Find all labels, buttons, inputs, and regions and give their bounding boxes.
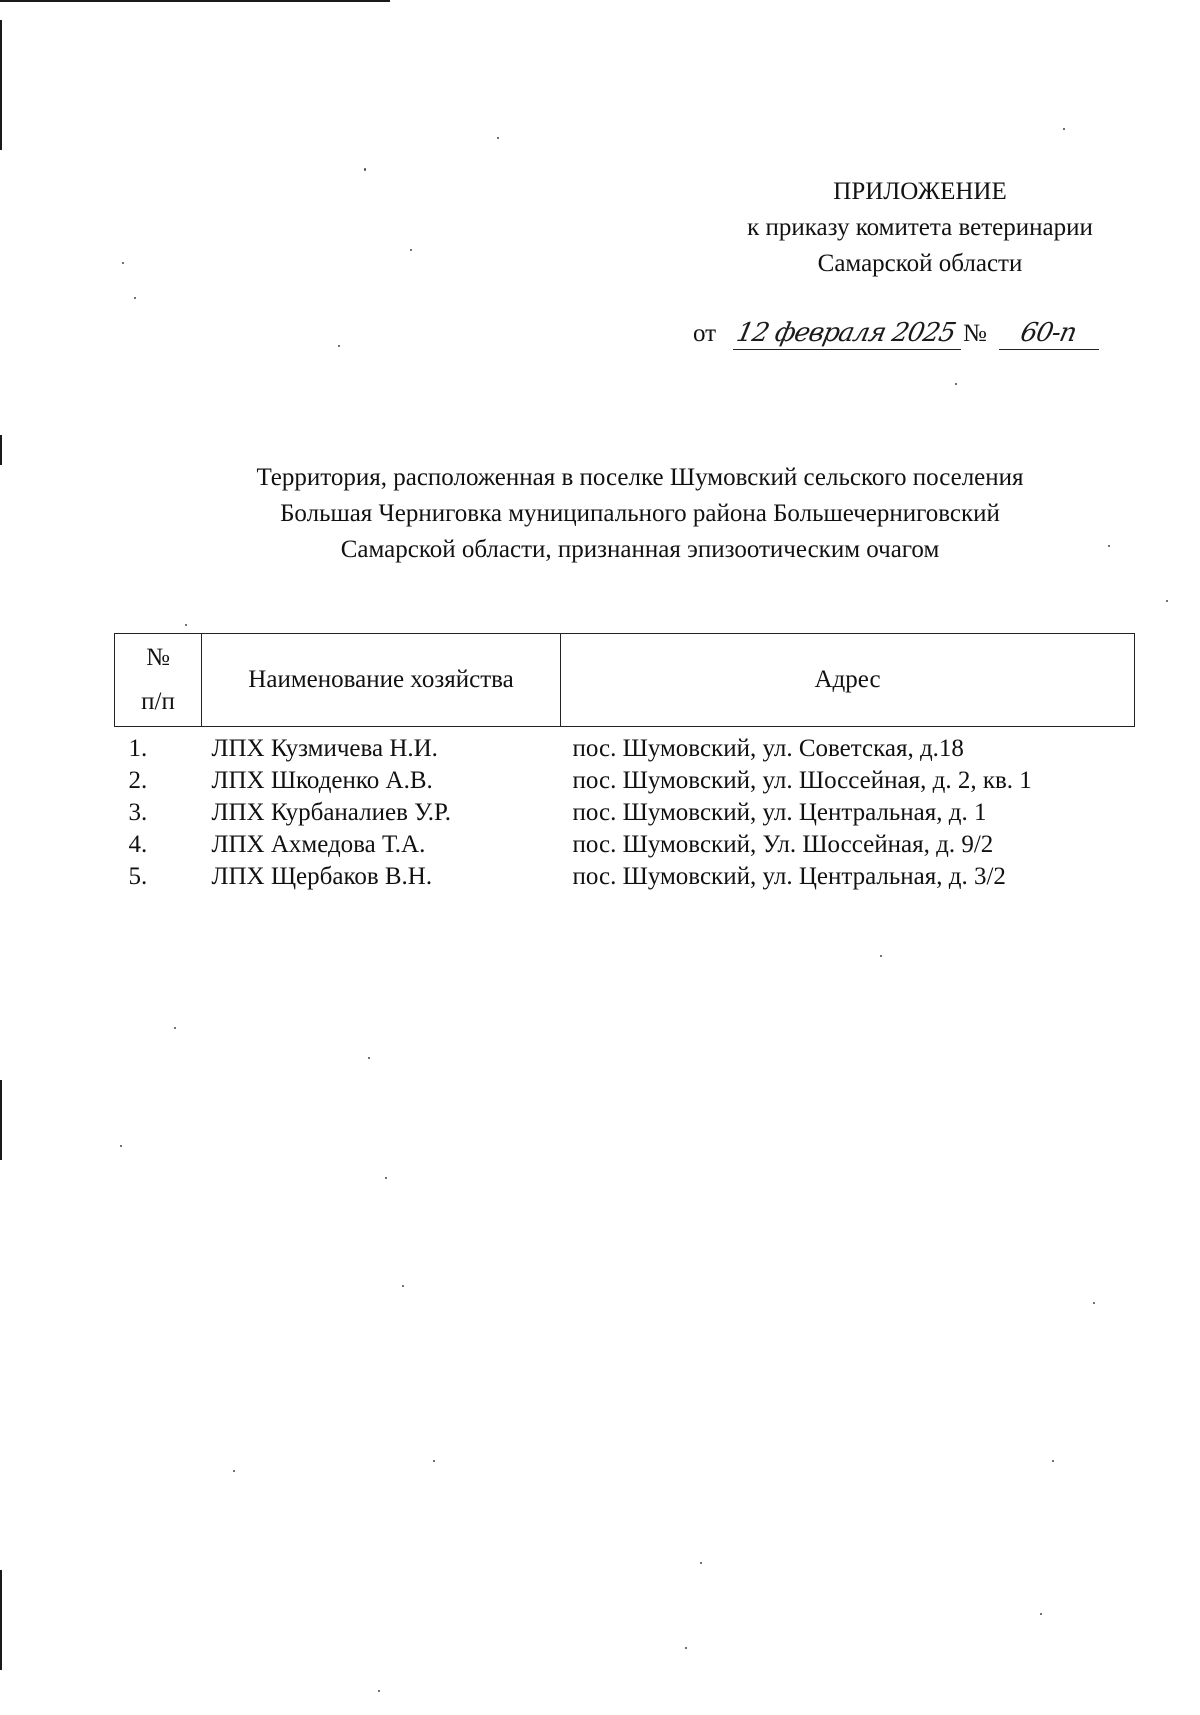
scan-speck <box>1063 128 1065 130</box>
scan-speck <box>185 624 187 626</box>
scan-speck <box>700 1562 702 1564</box>
scan-speck <box>497 137 499 139</box>
scan-speck <box>233 1470 235 1472</box>
scan-edge-left-lower <box>0 1080 2 1160</box>
scan-speck <box>1166 600 1168 602</box>
table-row <box>115 727 1135 766</box>
scan-speck <box>378 1690 380 1692</box>
header-number-pp: п/п <box>141 688 175 715</box>
scan-edge-left-top <box>0 20 2 150</box>
header-farm-name: Наименование хозяйства <box>202 634 561 727</box>
order-from-label: от <box>693 320 717 347</box>
scan-speck <box>955 383 957 385</box>
document-title <box>140 460 1140 568</box>
farms-table <box>114 633 1135 893</box>
row-address: пос. Шумовский, ул. Шоссейная, д. 2, кв. 1 <box>572 767 1032 794</box>
row-number: 5. <box>128 863 148 890</box>
scan-speck <box>120 1145 122 1147</box>
table-row <box>115 861 1135 893</box>
appendix-header <box>690 174 1150 282</box>
row-address: пос. Шумовский, ул. Центральная, д. 3/2 <box>572 863 1006 890</box>
header-address: Адрес <box>561 634 1135 727</box>
row-address: пос. Шумовский, ул. Центральная, д. 1 <box>572 799 987 826</box>
order-number-label: № <box>963 320 987 347</box>
row-number: 4. <box>128 831 148 858</box>
title-line-1: Территория, расположенная в поселке Шумовский сельского поселения <box>256 464 1024 491</box>
scan-speck <box>1040 1613 1042 1615</box>
row-farm-name: ЛПХ Щербаков В.Н. <box>211 863 433 890</box>
scan-speck <box>1093 1302 1095 1304</box>
scan-speck <box>134 297 136 299</box>
row-farm-name: ЛПХ Ахмедова Т.А. <box>211 831 426 858</box>
table-row <box>115 765 1135 797</box>
scan-speck <box>338 345 340 347</box>
scan-speck <box>410 249 412 251</box>
scan-speck <box>433 1460 435 1462</box>
appendix-line-2: Самарской области <box>817 250 1023 277</box>
row-address: пос. Шумовский, ул. Советская, д.18 <box>572 735 964 762</box>
scan-edge-left-bottom <box>0 1570 2 1670</box>
row-number: 1. <box>128 735 148 762</box>
order-number-underline <box>999 349 1099 350</box>
header-number-sign: № <box>146 644 170 671</box>
scan-speck <box>364 168 366 171</box>
scan-speck <box>122 262 124 264</box>
order-number-handwritten: 60-п <box>1017 318 1079 348</box>
row-farm-name: ЛПХ Шкоденко А.В. <box>211 767 433 794</box>
appendix-line-1: к приказу комитета ветеринарии <box>747 214 1093 241</box>
table-row <box>115 797 1135 829</box>
row-address: пос. Шумовский, Ул. Шоссейная, д. 9/2 <box>572 831 994 858</box>
title-line-2: Большая Черниговка муниципального района Большечерниговский <box>280 500 1000 527</box>
scan-edge-left-middle <box>0 435 2 465</box>
order-date-underline <box>733 349 961 350</box>
scan-speck <box>880 955 882 957</box>
scan-edge-top <box>0 0 390 2</box>
scan-speck <box>402 1285 404 1287</box>
appendix-heading: ПРИЛОЖЕНИЕ <box>833 178 1007 205</box>
table-header-row <box>115 634 1135 727</box>
row-farm-name: ЛПХ Курбаналиев У.Р. <box>211 799 452 826</box>
scan-speck <box>685 1647 687 1649</box>
scan-speck <box>385 1177 387 1179</box>
title-line-3: Самарской области, признанная эпизоотическим очагом <box>340 536 940 563</box>
row-number: 3. <box>128 799 148 826</box>
scan-speck <box>1052 1460 1054 1462</box>
scan-speck <box>174 1027 176 1029</box>
order-date-line <box>693 314 1113 354</box>
order-date-handwritten: 12 февраля 2025 <box>733 318 958 348</box>
table-row <box>115 829 1135 861</box>
scan-speck <box>368 1057 370 1059</box>
header-number <box>115 634 202 727</box>
row-farm-name: ЛПХ Кузмичева Н.И. <box>211 735 438 762</box>
row-number: 2. <box>128 767 148 794</box>
